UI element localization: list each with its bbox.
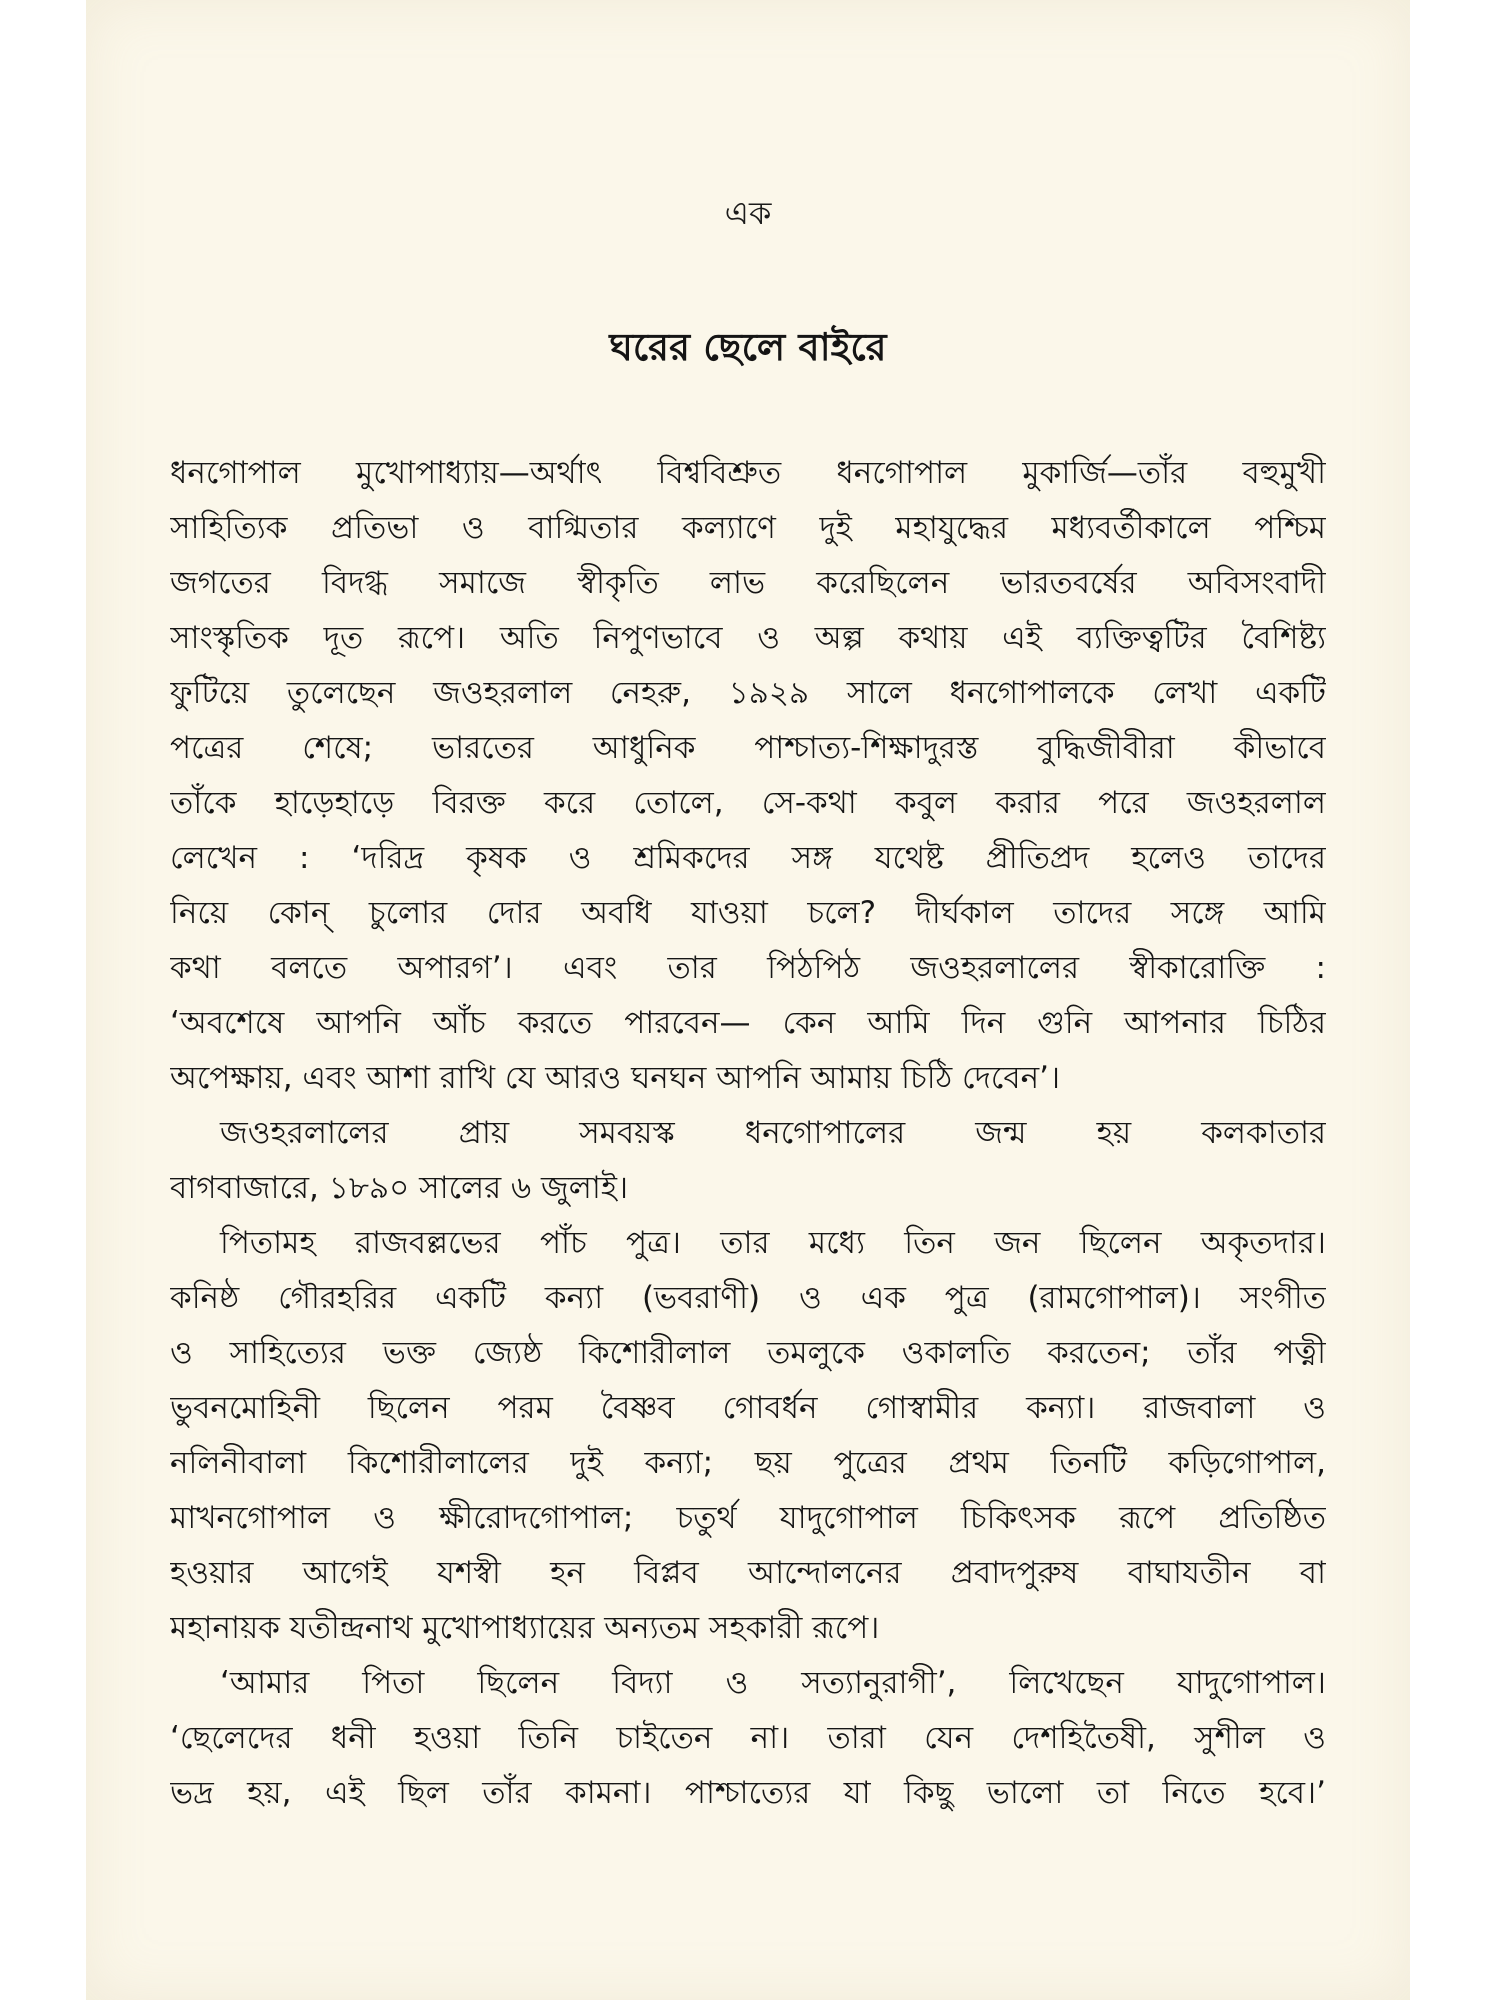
page-content (170, 0, 1326, 2000)
text-line: নলিনীবালা কিশোরীলালের দুই কন্যা; ছয় পুত্রের প্রথম তিনটি কড়িগোপাল, (170, 1445, 1326, 1481)
text-line: লেখেন : ‘দরিদ্র কৃষক ও শ্রমিকদের সঙ্গ যথেষ্ট প্রীতিপ্রদ হলেও তাদের (170, 840, 1326, 876)
text-line: পত্রের শেষে; ভারতের আধুনিক পাশ্চাত্য-শিক্ষাদুরস্ত বুদ্ধিজীবীরা কীভাবে (170, 730, 1326, 766)
book-page (86, 0, 1410, 2000)
text-line: কথা বলতে অপারগ’। এবং তার পিঠপিঠ জওহরলালের স্বীকারোক্তি : (170, 950, 1326, 986)
text-line: জওহরলালের প্রায় সমবয়স্ক ধনগোপালের জন্ম হয় কলকাতার (220, 1115, 1326, 1151)
text-line: মহানায়ক যতীন্দ্রনাথ মুখোপাধ্যায়ের অন্যতম সহকারী রূপে। (170, 1610, 880, 1646)
text-line: ও সাহিত্যের ভক্ত জ্যেষ্ঠ কিশোরীলাল তমলুকে ওকালতি করতেন; তাঁর পত্নী (170, 1335, 1326, 1371)
text-line: হওয়ার আগেই যশস্বী হন বিপ্লব আন্দোলনের প্রবাদপুরুষ বাঘাযতীন বা (170, 1555, 1326, 1591)
text-line: মাখনগোপাল ও ক্ষীরোদগোপাল; চতুর্থ যাদুগোপাল চিকিৎসক রূপে প্রতিষ্ঠিত (170, 1500, 1326, 1536)
text-line: সাহিত্যিক প্রতিভা ও বাগ্মিতার কল্যাণে দুই মহাযুদ্ধের মধ্যবর্তীকালে পশ্চিম (170, 510, 1326, 546)
text-line: অপেক্ষায়, এবং আশা রাখি যে আরও ঘনঘন আপনি আমায় চিঠি দেবেন’। (170, 1060, 1061, 1096)
text-line: ‘ছেলেদের ধনী হওয়া তিনি চাইতেন না। তারা যেন দেশহিতৈষী, সুশীল ও (170, 1720, 1326, 1756)
text-line: ‘আমার পিতা ছিলেন বিদ্যা ও সত্যানুরাগী’, লিখেছেন যাদুগোপাল। (220, 1665, 1326, 1701)
text-line: ‘অবশেষে আপনি আঁচ করতে পারবেন— কেন আমি দিন গুনি আপনার চিঠির (170, 1005, 1326, 1041)
chapter-title: ঘরের ছেলে বাইরে (609, 325, 887, 369)
text-line: ফুটিয়ে তুলেছেন জওহরলাল নেহরু, ১৯২৯ সালে ধনগোপালকে লেখা একটি (170, 675, 1326, 711)
text-line: পিতামহ রাজবল্লভের পাঁচ পুত্র। তার মধ্যে তিন জন ছিলেন অকৃতদার। (220, 1225, 1326, 1261)
text-line: সাংস্কৃতিক দূত রূপে। অতি নিপুণভাবে ও অল্প কথায় এই ব্যক্তিত্বটির বৈশিষ্ট্য (170, 620, 1326, 656)
text-line: তাঁকে হাড়েহাড়ে বিরক্ত করে তোলে, সে-কথা কবুল করার পরে জওহরলাল (170, 785, 1326, 821)
text-line: নিয়ে কোন্ চুলোর দোর অবধি যাওয়া চলে? দীর্ঘকাল তাদের সঙ্গে আমি (170, 895, 1326, 931)
text-line: জগতের বিদগ্ধ সমাজে স্বীকৃতি লাভ করেছিলেন ভারতবর্ষের অবিসংবাদী (170, 565, 1326, 601)
text-line: কনিষ্ঠ গৌরহরির একটি কন্যা (ভবরাণী) ও এক পুত্র (রামগোপাল)। সংগীত (170, 1280, 1326, 1316)
body-text (170, 446, 1326, 1821)
chapter-number: এক (724, 194, 772, 232)
text-line: ভুবনমোহিনী ছিলেন পরম বৈষ্ণব গোবর্ধন গোস্বামীর কন্যা। রাজবালা ও (170, 1390, 1326, 1426)
text-line: ধনগোপাল মুখোপাধ্যায়—অর্থাৎ বিশ্ববিশ্রুত ধনগোপাল মুকার্জি—তাঁর বহুমুখী (170, 455, 1326, 491)
text-line: ভদ্র হয়, এই ছিল তাঁর কামনা। পাশ্চাত্যের যা কিছু ভালো তা নিতে হবে।’ (170, 1775, 1326, 1811)
text-line: বাগবাজারে, ১৮৯০ সালের ৬ জুলাই। (170, 1170, 629, 1206)
